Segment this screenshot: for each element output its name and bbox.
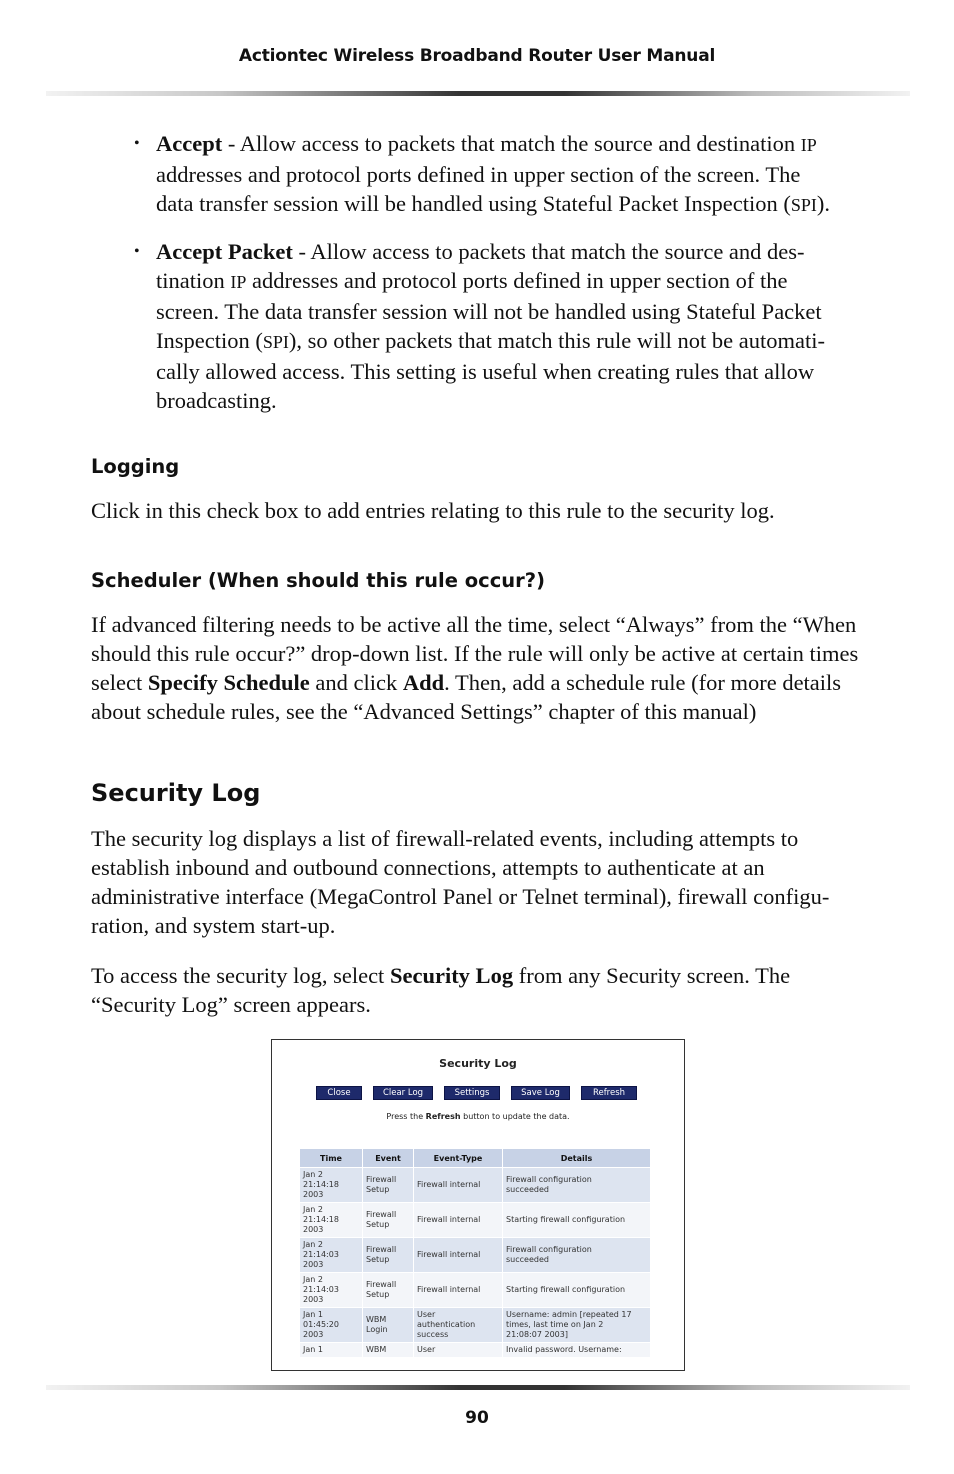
cell-event: WBM Login (363, 1308, 414, 1343)
bullet-accept-packet (134, 237, 862, 415)
cell-event: Firewall Setup (363, 1168, 414, 1203)
column-header-event-type: Event-Type (414, 1149, 503, 1168)
security-log-para-2 (91, 961, 866, 1019)
text-line: If advanced filtering needs to be active all the time, select “Always” from the “When (91, 612, 857, 637)
security-log-table (299, 1148, 651, 1358)
cell-time: Jan 2 21:14:18 2003 (300, 1203, 363, 1238)
table-row (300, 1273, 651, 1308)
table-row (300, 1308, 651, 1343)
text-line: Accept - Allow access to packets that match the source and destination IP (156, 131, 817, 156)
bold-text: Specify Schedule (147, 670, 310, 695)
cell-event-type: Firewall internal (414, 1273, 503, 1308)
text-line: establish inbound and outbound connections, attempts to authenticate at an (91, 855, 765, 880)
bold-text: Add (402, 670, 445, 695)
bullet-term: Accept Packet (156, 239, 293, 264)
text-line: screen. The data transfer session will not be handled using Stateful Packet (156, 299, 822, 324)
security-log-para-1 (91, 824, 866, 940)
cell-event-type: Firewall internal (414, 1203, 503, 1238)
bold-text: Security Log (389, 963, 514, 988)
table-header-row (300, 1149, 651, 1168)
text-line: Accept Packet - Allow access to packets that match the source and des- (156, 239, 805, 264)
bullet-accept (134, 129, 862, 220)
cell-event: Firewall Setup (363, 1238, 414, 1273)
header-rule (46, 91, 910, 96)
small-caps-text: IP (800, 135, 817, 155)
text-line: broadcasting. (156, 388, 277, 413)
text-line: To access the security log, select Security Log from any Security screen. The (91, 963, 791, 988)
close-button[interactable]: Close (316, 1086, 362, 1100)
text-line: addresses and protocol ports defined in upper section of the screen. The (156, 162, 801, 187)
cell-details: Starting firewall configuration (503, 1273, 651, 1308)
cell-event: Firewall Setup (363, 1203, 414, 1238)
cell-time: Jan 1 (300, 1343, 363, 1358)
cell-details: Invalid password. Username: (503, 1343, 651, 1358)
text-line: The security log displays a list of firewall-related events, including attempts to (91, 826, 799, 851)
text-line: select Specify Schedule and click Add. Then, add a schedule rule (for more details (91, 670, 842, 695)
text-line: data transfer session will be handled using Stateful Packet Inspection (SPI). (156, 191, 830, 216)
table-row (300, 1343, 651, 1358)
small-caps-text: SPI (790, 195, 817, 215)
table-row (300, 1238, 651, 1273)
cell-event-type: User (414, 1343, 503, 1358)
small-caps-text: SPI (262, 332, 289, 352)
cell-event: WBM (363, 1343, 414, 1358)
scheduler-text (91, 610, 866, 726)
refresh-button[interactable]: Refresh (581, 1086, 637, 1100)
cell-details: Username: admin [repeated 17 times, last time on Jan 2 21:08:07 2003] (503, 1308, 651, 1343)
text-line: tination IP addresses and protocol ports defined in upper section of the (156, 268, 788, 293)
screenshot-title: Security Log (439, 1057, 517, 1070)
text-line: “Security Log” screen appears. (91, 992, 371, 1017)
cell-details: Firewall configuration succeeded (503, 1238, 651, 1273)
footer-rule (46, 1385, 910, 1390)
bullet-text (156, 129, 862, 220)
cell-time: Jan 2 21:14:18 2003 (300, 1168, 363, 1203)
logging-text: Click in this check box to add entries relating to this rule to the security log. (91, 498, 775, 523)
cell-time: Jan 2 21:14:03 2003 (300, 1273, 363, 1308)
text-line: cally allowed access. This setting is useful when creating rules that allow (156, 359, 815, 384)
column-header-time: Time (300, 1149, 363, 1168)
cell-event-type: Firewall internal (414, 1168, 503, 1203)
bullet-term: Accept (156, 131, 223, 156)
cell-time: Jan 1 01:45:20 2003 (300, 1308, 363, 1343)
cell-event: Firewall Setup (363, 1273, 414, 1308)
cell-time: Jan 2 21:14:03 2003 (300, 1238, 363, 1273)
table-row (300, 1203, 651, 1238)
security-log-heading: Security Log (91, 779, 261, 807)
cell-details: Firewall configuration succeeded (503, 1168, 651, 1203)
security-log-screenshot (271, 1039, 685, 1371)
column-header-event: Event (363, 1149, 414, 1168)
text-line: administrative interface (MegaControl Panel or Telnet terminal), firewall configu- (91, 884, 830, 909)
save-log-button[interactable]: Save Log (511, 1086, 570, 1100)
cell-event-type: User authentication success (414, 1308, 503, 1343)
page-header-title: Actiontec Wireless Broadband Router User Manual (238, 46, 716, 66)
bullet-text (156, 237, 862, 415)
refresh-hint: Press the Refresh button to update the data. (386, 1112, 570, 1121)
table-body (300, 1168, 651, 1358)
settings-button[interactable]: Settings (444, 1086, 500, 1100)
page-number: 90 (465, 1408, 489, 1428)
bullet-dot: • (134, 243, 140, 260)
small-caps-text: IP (230, 272, 247, 292)
text-line: should this rule occur?” drop-down list. If the rule will only be active at certain times (91, 641, 859, 666)
screenshot-button-bar (316, 1086, 637, 1100)
text-line: about schedule rules, see the “Advanced Settings” chapter of this manual) (91, 699, 757, 724)
bullet-dot: • (134, 135, 140, 152)
column-header-details: Details (503, 1149, 651, 1168)
text-line: ration, and system start-up. (91, 913, 336, 938)
cell-event-type: Firewall internal (414, 1238, 503, 1273)
table-row (300, 1168, 651, 1203)
cell-details: Starting firewall configuration (503, 1203, 651, 1238)
clear-log-button[interactable]: Clear Log (373, 1086, 433, 1100)
text-line: Inspection (SPI), so other packets that match this rule will not be automati- (156, 328, 825, 353)
logging-heading: Logging (91, 455, 180, 478)
scheduler-heading: Scheduler (When should this rule occur?) (91, 569, 545, 592)
